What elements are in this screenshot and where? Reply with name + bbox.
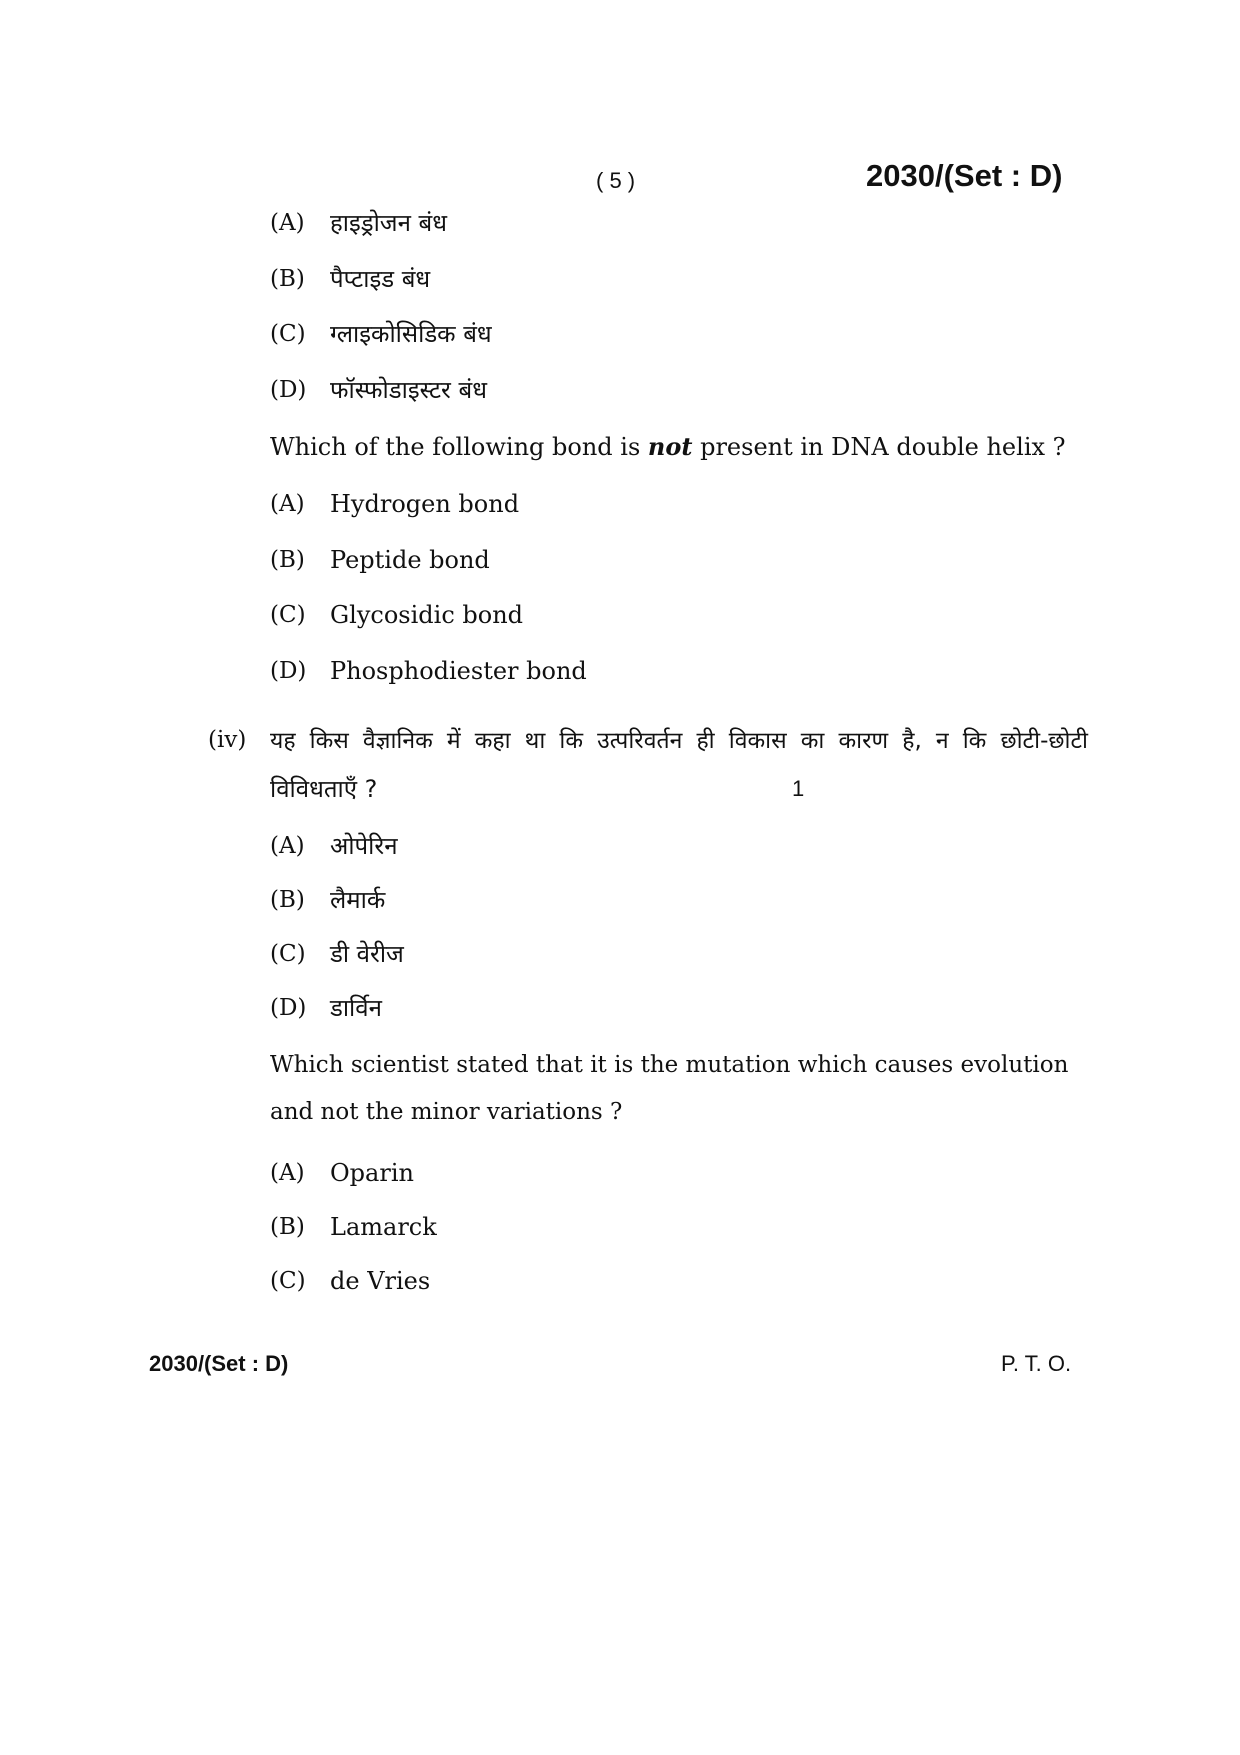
option-text: Lamarck [330,1213,437,1241]
list-item [0,937,1240,971]
option-label: (C) [270,602,306,628]
option-label: (A) [270,210,305,236]
option-label: (B) [270,266,305,292]
option-text: डी वेरीज [330,940,404,968]
option-label: (C) [270,941,306,967]
page-number: ( 5 ) [596,168,636,193]
option-text: Glycosidic bond [330,601,524,629]
option-label: (A) [270,491,305,517]
set-code-header: 2030/(Set : D) [866,158,1063,193]
option-text: Peptide bond [330,546,490,574]
marks: 1 [792,776,805,801]
list-item [0,829,1240,863]
option-label: (A) [270,1160,305,1186]
option-text: फॉस्फोडाइस्टर बंध [330,376,487,404]
list-item [0,654,1240,688]
list-item [0,991,1240,1025]
q3-english-question [270,432,1066,461]
pto-label: P. T. O. [1001,1351,1072,1376]
option-text: ग्लाइकोसिडिक बंध [330,320,492,348]
list-item [0,262,1240,296]
list-item [0,543,1240,577]
list-item [0,487,1240,521]
list-item [0,317,1240,351]
option-label: (D) [270,658,307,684]
option-text: डार्विन [330,994,382,1022]
option-label: (C) [270,1268,306,1294]
q4-hindi-question-line2: विविधताएँ ? [270,775,378,803]
option-text: ओपेरिन [330,832,398,860]
option-text: लैमार्क [330,886,386,914]
option-label: (D) [270,377,307,403]
list-item [0,1156,1240,1190]
q4-english-question-line1: Which scientist stated that it is the mutation which causes evolution [270,1052,1069,1078]
list-item [0,1210,1240,1244]
question-number: (iv) [208,727,247,753]
q4-english-question-line2: and not the minor variations ? [270,1099,623,1125]
option-label: (D) [270,995,307,1021]
set-code-footer: 2030/(Set : D) [149,1351,289,1376]
option-label: (B) [270,547,305,573]
list-item [0,206,1240,240]
option-text: हाइड्रोजन बंध [330,209,448,237]
option-text: Phosphodiester bond [330,657,587,685]
option-label: (B) [270,887,305,913]
option-text: Hydrogen bond [330,490,520,518]
option-text: पैप्टाइड बंध [330,265,431,293]
option-label: (B) [270,1214,305,1240]
question-text-pre: Which of the following bond is [270,433,648,461]
list-item [0,1264,1240,1298]
option-text: de Vries [330,1267,431,1295]
option-text: Oparin [330,1159,414,1187]
list-item [0,598,1240,632]
option-label: (C) [270,321,306,347]
question-text-post: present in DNA double helix ? [692,433,1066,461]
list-item [0,373,1240,407]
option-label: (A) [270,833,305,859]
q4-hindi-question-line1: यह किस वैज्ञानिक में कहा था कि उत्परिवर्तन ही विकास का कारण है, न कि छोटी-छोटी [270,728,1088,754]
list-item [0,883,1240,917]
question-emphasis: not [647,432,693,461]
